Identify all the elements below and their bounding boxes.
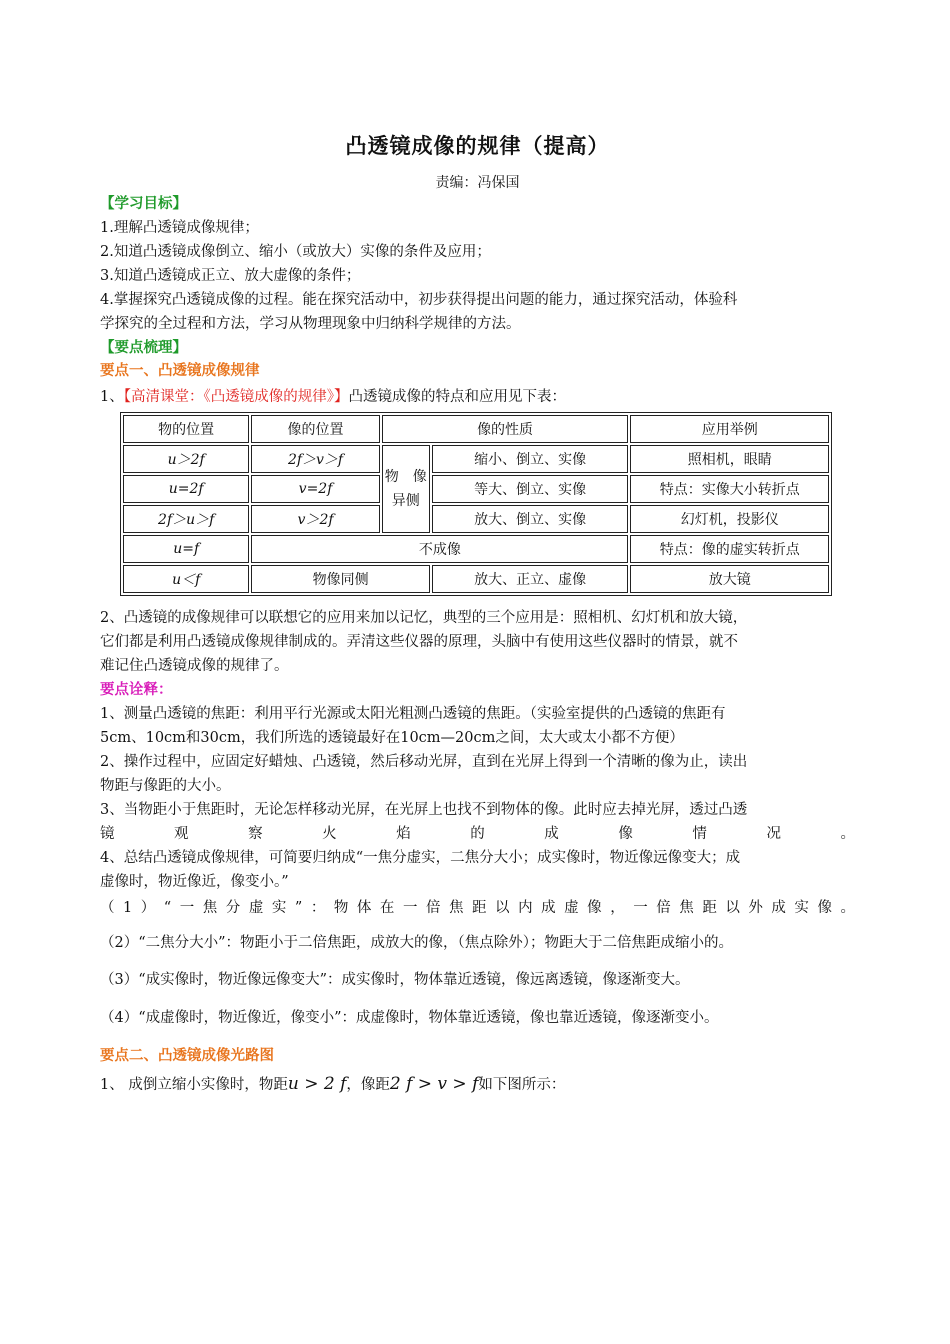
note-line: 物距与像距的大小。 xyxy=(100,778,231,794)
note-line: （2）“二焦分大小”：物距小于二倍焦距，成放大的像，（焦点除外）；物距大于二倍焦距成缩小的。 xyxy=(100,935,734,951)
note-line: 5cm、10cm和30cm，我们所选的透镜最好在10cm—20cm之间，太大或太小都不方便） xyxy=(100,730,684,746)
note-line: （3）“成实像时，物近像远像变大”：成实像时，物体靠近透镜，像远离透镜，像逐渐变大。 xyxy=(100,972,690,988)
line-mid: ，像距 xyxy=(346,1077,390,1093)
cell-use: 幻灯机，投影仪 xyxy=(630,505,829,533)
hd-class-link[interactable]: 【高清课堂：《凸透镜成像的规律》】 xyxy=(123,389,349,405)
table-row xyxy=(123,505,829,533)
cell-use: 照相机，眼睛 xyxy=(630,445,829,473)
note-line: （4）“成虚像时，物近像近，像变小”：成虚像时，物体靠近透镜，像也靠近透镜，像逐渐变小。 xyxy=(100,1010,719,1026)
goal-item: 1.理解凸透镜成像规律； xyxy=(100,220,259,236)
intro-prefix: 1、 xyxy=(100,389,124,405)
cell-v: v=2f xyxy=(251,475,379,503)
goal-item: 3.知道凸透镜成正立、放大虚像的条件； xyxy=(100,268,361,284)
paragraph-2-line: 它们都是利用凸透镜成像规律制成的。弄清这些仪器的原理，头脑中有使用这些仪器时的情景，就不 xyxy=(100,634,738,650)
cell-use: 特点：像的虚实转折点 xyxy=(630,535,829,563)
editor-credit: 责编：冯保国 xyxy=(435,175,520,191)
cell-u: u＜f xyxy=(123,565,249,593)
table-row xyxy=(123,565,829,593)
point1-intro xyxy=(100,385,566,409)
cell-v: v＞2f xyxy=(251,505,379,533)
goals-heading: 【学习目标】 xyxy=(100,195,187,212)
paragraph-2-line: 难记住凸透镜成像的规律了。 xyxy=(100,658,289,674)
cell-nature: 放大、倒立、实像 xyxy=(432,505,629,533)
header-image-nature: 像的性质 xyxy=(382,415,629,443)
cell-u: u＞2f xyxy=(123,445,249,473)
cell-nature: 放大、正立、虚像 xyxy=(432,565,629,593)
optical-path-line xyxy=(100,1072,565,1097)
cell-nature: 缩小、倒立、实像 xyxy=(432,445,629,473)
cell-u: 2f＞u＞f xyxy=(123,505,249,533)
formula-image-distance: 2 f > v > f xyxy=(389,1074,479,1094)
cell-no-image: 不成像 xyxy=(251,535,628,563)
note-line: （1）“一焦分虚实”：物体在一倍焦距以内成虚像，一倍焦距以外成实像。 xyxy=(100,900,855,916)
cell-use: 放大镜 xyxy=(630,565,829,593)
point1-heading: 要点一、凸透镜成像规律 xyxy=(100,362,260,379)
opposite-side-label xyxy=(382,445,430,533)
intro-suffix: 凸透镜成像的特点和应用见下表： xyxy=(348,389,566,405)
side-label-line1: 物 像 xyxy=(384,469,427,485)
table-row xyxy=(123,535,829,563)
line-suffix: 如下图所示： xyxy=(478,1077,566,1093)
side-label-line2: 异侧 xyxy=(391,493,420,509)
imaging-rules-table xyxy=(120,412,832,596)
goal-item: 2.知道凸透镜成像倒立、缩小（或放大）实像的条件及应用； xyxy=(100,244,491,260)
point2-heading: 要点二、凸透镜成像光路图 xyxy=(100,1047,274,1064)
line-prefix: 1、 成倒立缩小实像时，物距 xyxy=(100,1077,288,1093)
cell-nature: 等大、倒立、实像 xyxy=(432,475,629,503)
key-points-heading: 【要点梳理】 xyxy=(100,339,187,356)
formula-object-distance: u > 2 f xyxy=(287,1074,347,1094)
paragraph-2-line: 2、凸透镜的成像规律可以联想它的应用来加以记忆，典型的三个应用是：照相机、幻灯机和放大镜， xyxy=(100,610,748,626)
note-line: 1、测量凸透镜的焦距：利用平行光源或太阳光粗测凸透镜的焦距。（实验室提供的凸透镜的焦距有 xyxy=(100,706,726,722)
table-row xyxy=(123,475,829,503)
goal-item: 4.掌握探究凸透镜成像的过程。能在探究活动中，初步获得提出问题的能力，通过探究活动，体验科 xyxy=(100,292,738,308)
table-header-row xyxy=(123,415,829,443)
header-application: 应用举例 xyxy=(630,415,829,443)
cell-u: u=2f xyxy=(123,475,249,503)
note-line: 虚像时，物近像近，像变小。” xyxy=(100,874,289,890)
page-title: 凸透镜成像的规律（提高） xyxy=(345,133,610,158)
header-object-position: 物的位置 xyxy=(123,415,249,443)
notes-heading: 要点诠释： xyxy=(100,681,173,698)
table-row xyxy=(123,445,829,473)
cell-use: 特点：实像大小转折点 xyxy=(630,475,829,503)
header-image-position: 像的位置 xyxy=(251,415,379,443)
note-line: 4、总结凸透镜成像规律，可简要归纳成“一焦分虚实，二焦分大小；成实像时，物近像远像变大；成 xyxy=(100,850,741,866)
cell-v: 物像同侧 xyxy=(251,565,429,593)
goal-item: 学探究的全过程和方法，学习从物理现象中归纳科学规律的方法。 xyxy=(100,316,521,332)
note-line: 3、当物距小于焦距时，无论怎样移动光屏，在光屏上也找不到物体的像。此时应去掉光屏，透过凸透 xyxy=(100,802,748,818)
cell-u: u=f xyxy=(123,535,249,563)
cell-v: 2f＞v＞f xyxy=(251,445,379,473)
note-line: 镜观察火焰的成像情况。 xyxy=(100,826,855,842)
note-line: 2、操作过程中，应固定好蜡烛、凸透镜，然后移动光屏，直到在光屏上得到一个清晰的像为止，读出 xyxy=(100,754,748,770)
